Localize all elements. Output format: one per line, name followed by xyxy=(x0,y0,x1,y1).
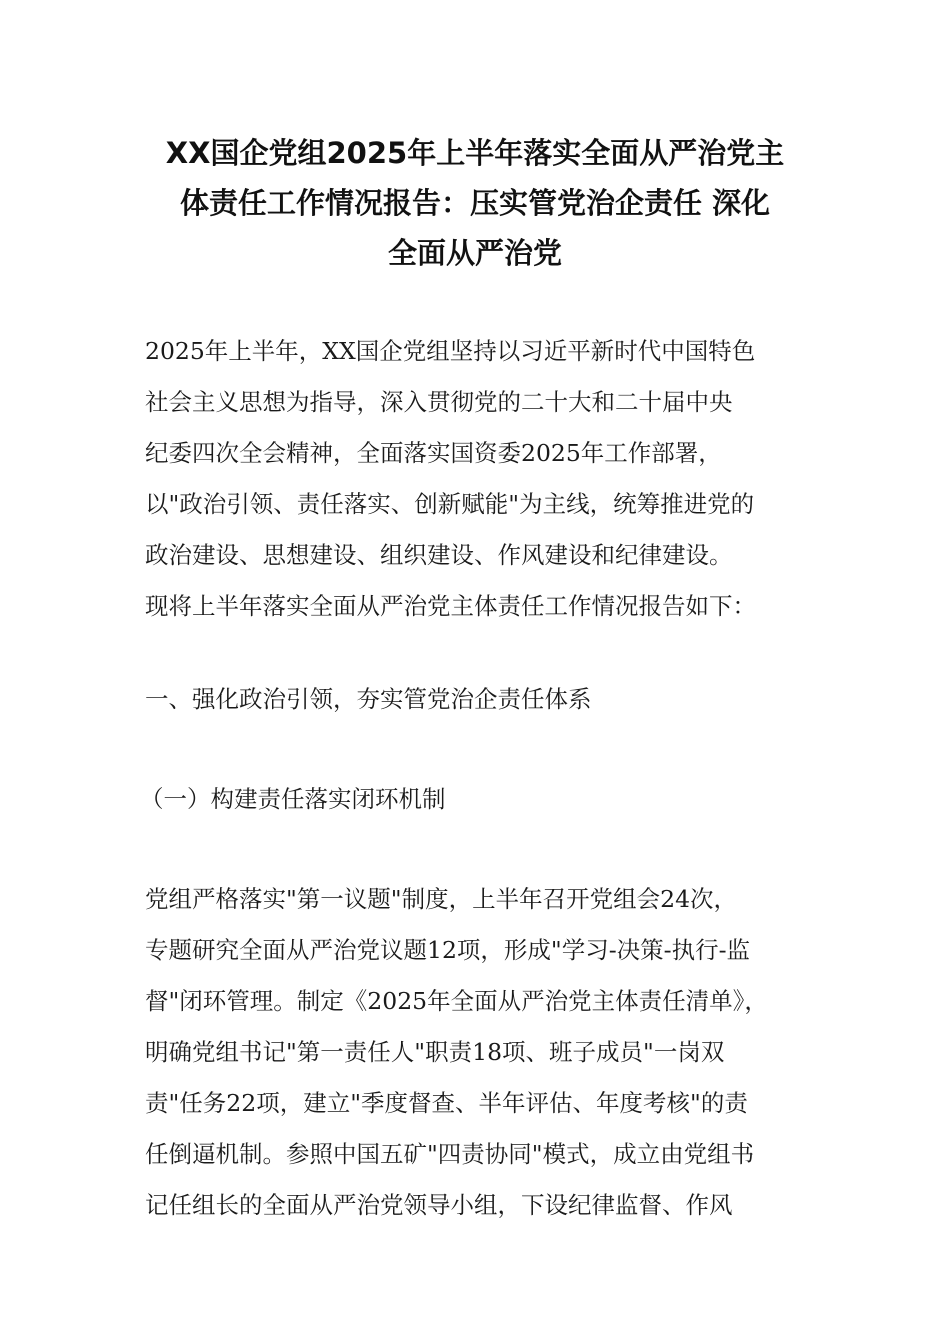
text-line: 专题研究全面从严治党议题12项，形成"学习-决策-执行-监 xyxy=(145,936,751,964)
text-line: 任倒逼机制。参照中国五矿"四责协同"模式，成立由党组书 xyxy=(145,1140,755,1168)
text-line: 政治建设、思想建设、组织建设、作风建设和纪律建设。 xyxy=(145,541,733,569)
intro-paragraph xyxy=(145,326,815,632)
text-line: 督"闭环管理。制定《2025年全面从严治党主体责任清单》， xyxy=(145,987,768,1015)
title-line: XX国企党组2025年上半年落实全面从严治党主 xyxy=(165,136,785,170)
subsection-heading-text: （一）构建责任落实闭环机制 xyxy=(140,785,446,813)
text-line: 纪委四次全会精神，全面落实国资委2025年工作部署， xyxy=(145,439,722,467)
document-title xyxy=(140,128,810,278)
text-line: 记任组长的全面从严治党领导小组，下设纪律监督、作风 xyxy=(145,1191,733,1219)
title-line: 体责任工作情况报告：压实管党治企责任 深化 xyxy=(179,186,771,220)
text-line: 以"政治引领、责任落实、创新赋能"为主线，统筹推进党的 xyxy=(145,490,755,518)
text-line: 现将上半年落实全面从严治党主体责任工作情况报告如下： xyxy=(145,592,756,620)
body-paragraph xyxy=(145,874,815,1231)
text-line: 党组严格落实"第一议题"制度，上半年召开党组会24次， xyxy=(145,885,738,913)
section-heading-text: 一、强化政治引领，夯实管党治企责任体系 xyxy=(145,685,592,713)
text-line: 明确党组书记"第一责任人"职责18项、班子成员"一岗双 xyxy=(145,1038,725,1066)
section-heading xyxy=(145,674,815,725)
text-line: 社会主义思想为指导，深入贯彻党的二十大和二十届中央 xyxy=(145,388,733,416)
text-line: 2025年上半年，XX国企党组坚持以习近平新时代中国特色 xyxy=(145,337,756,365)
title-line: 全面从严治党 xyxy=(387,236,562,270)
subsection-heading xyxy=(140,774,810,825)
text-line: 责"任务22项，建立"季度督查、半年评估、年度考核"的责 xyxy=(145,1089,748,1117)
